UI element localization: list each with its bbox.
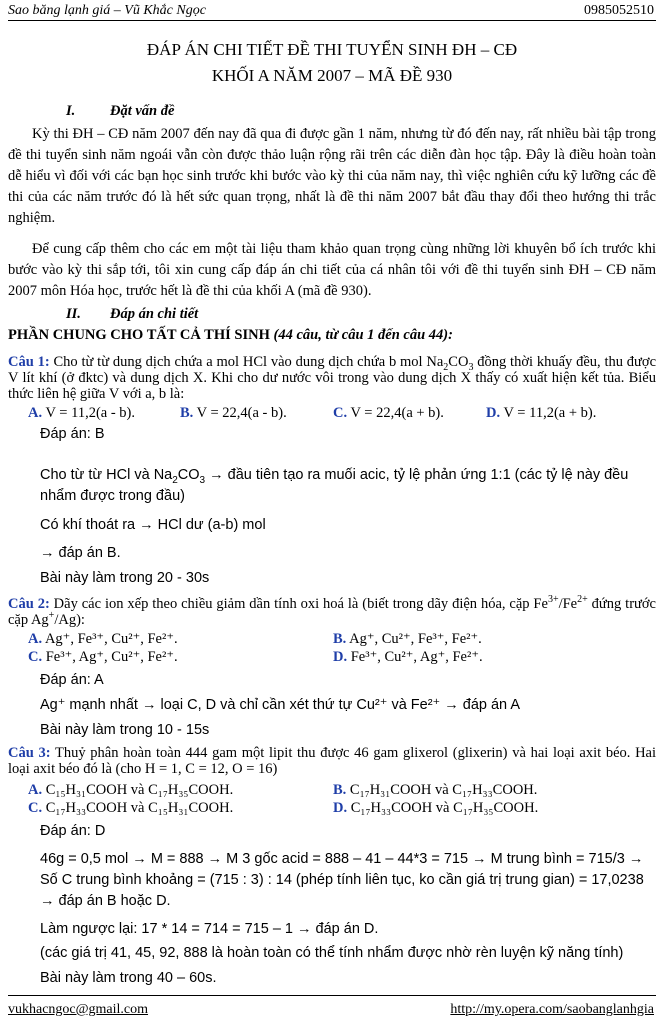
- question-1-stem: [8, 354, 656, 402]
- q1-option-c-text: V = 22,4(a + b).: [347, 405, 444, 421]
- q2-option-c-label: C.: [28, 649, 43, 665]
- q2-sup: 2+: [577, 594, 588, 606]
- common-part-range: (44 câu, từ câu 1 đến câu 44):: [273, 327, 453, 343]
- q1-option-d-label: D.: [486, 405, 501, 421]
- section-1-heading: [66, 103, 174, 120]
- header-author: Sao băng lạnh giá – Vũ Khắc Ngọc: [8, 3, 206, 18]
- q1-option-a-label: A.: [28, 405, 43, 421]
- q3-explanation-2: Làm ngược lại: 17 * 14 = 714 = 715 – 1 → đáp án D.: [40, 921, 379, 937]
- q2-option-a-label: A.: [28, 631, 43, 647]
- q2-stem-part: đứng trước cặp Ag: [8, 596, 656, 628]
- section-2-heading: [66, 306, 198, 323]
- q2-stem-part: Dãy các ion xếp theo chiều giảm dần tính oxi hoá là (biết trong dãy điện hóa, cặp Fe: [49, 596, 548, 612]
- footer-email-link[interactable]: vukhacngoc@gmail.com: [8, 1002, 149, 1017]
- q1-stem-part: CO: [448, 354, 469, 370]
- q1-explanation-1: [40, 465, 652, 507]
- q1-option-b: [180, 405, 287, 422]
- section-2-number: II.: [66, 306, 81, 322]
- q2-option-a: [28, 631, 178, 648]
- doc-title-line2: KHỐI A NĂM 2007 – MÃ ĐỀ 930: [211, 66, 453, 85]
- q1-e1-part: Cho từ từ HCl và Na: [40, 467, 173, 483]
- q1-e1-sub: 2: [172, 474, 178, 486]
- q2-option-b: [333, 631, 482, 648]
- q1-option-d-text: V = 11,2(a + b).: [500, 405, 597, 421]
- q1-option-c-label: C.: [333, 405, 348, 421]
- section-2-title: Đáp án chi tiết: [110, 306, 199, 322]
- q3-option-c-text: C₁₇H₃₃COOH và C₁₅H₃₁COOH.: [45, 800, 234, 816]
- question-3-stem: [8, 745, 656, 777]
- q2-option-d-text: Fe³⁺, Cu²⁺, Ag⁺, Fe²⁺.: [350, 649, 483, 665]
- q3-time: Bài này làm trong 40 – 60s.: [40, 970, 217, 986]
- q3-stem-text: Thuỷ phân hoàn toàn 444 gam một lipit thu được 46 gam glixerol (glixerin) và hai loại axit béo. Hai loại axit béo đó là (cho H = 1, C = 12, O = 16): [8, 745, 657, 777]
- q1-e1-sub: 3: [199, 474, 206, 486]
- header-phone: 0985052510: [584, 3, 654, 18]
- q3-option-a-label: A.: [28, 782, 43, 798]
- q2-time: Bài này làm trong 10 - 15s: [40, 722, 210, 738]
- q3-option-d: [333, 800, 538, 817]
- q2-sup: 3+: [547, 594, 559, 606]
- q1-stem-part: đồng thời khuấy đều, thu được V lít khí (ở đktc) và dung dịch X. Khi cho dư nước vôi trong vào dung dịch X thấy có xuất hiện kết tủa. Biểu thức liên hệ giữa V với a, b là:: [8, 354, 657, 402]
- common-part-title: PHẦN CHUNG CHO TẤT CẢ THÍ SINH: [8, 327, 270, 343]
- section-1-number: I.: [66, 103, 76, 119]
- q3-option-b: [333, 782, 537, 799]
- q2-option-d: [333, 649, 483, 666]
- q3-option-a: [28, 782, 233, 799]
- q3-option-b-text: C₁₇H₃₁COOH và C₁₇H₃₃COOH.: [349, 782, 538, 798]
- q1-option-c: [333, 405, 444, 422]
- q1-option-a: [28, 405, 135, 422]
- q2-option-b-label: B.: [333, 631, 347, 647]
- page-footer: [8, 995, 656, 1022]
- q3-explanation-3: (các giá trị 41, 45, 92, 888 là hoàn toàn có thể tính nhẩm được nhờ rèn luyện kỹ năng tính): [40, 945, 624, 961]
- section-1-title: Đặt vấn đề: [110, 103, 175, 119]
- q3-option-d-label: D.: [333, 800, 348, 816]
- common-part-heading: [8, 327, 453, 344]
- footer-blog-link[interactable]: http://my.opera.com/saobanglanhgia: [450, 1002, 654, 1017]
- q2-stem-part: /Fe: [558, 596, 578, 612]
- q3-option-a-text: C₁₅H₃₁COOH và C₁₇H₃₅COOH.: [45, 782, 234, 798]
- q2-stem-part: /Ag):: [54, 612, 85, 628]
- q1-e1-part: CO: [177, 467, 200, 483]
- q2-sup: +: [48, 610, 55, 622]
- page-header: [8, 2, 656, 21]
- q1-sub: 3: [468, 361, 474, 373]
- q2-option-c: [28, 649, 178, 666]
- q2-option-a-text: Ag⁺, Fe³⁺, Cu²⁺, Fe²⁺.: [44, 631, 178, 647]
- q1-sub: 2: [443, 361, 449, 373]
- q3-answer: Đáp án: D: [40, 823, 106, 839]
- q1-explanation-3: → đáp án B.: [40, 545, 121, 561]
- q1-option-d: [486, 405, 596, 422]
- doc-title-line1: ĐÁP ÁN CHI TIẾT ĐỀ THI TUYỂN SINH ĐH – CĐ: [146, 40, 518, 59]
- intro-paragraph-2: Để cung cấp thêm cho các em một tài liệu tham khảo quan trọng cùng những lời khuyên bổ ích trước khi bước vào kỳ thi sắp tới, tôi xin cung cấp đáp án chi tiết của cá nhân tôi với đề thi tuyển sinh ĐH – CĐ năm 2007 môn Hóa học, trước hết là đề thi của khối A (mã đề 930).: [8, 241, 656, 299]
- q1-option-b-text: V = 22,4(a - b).: [193, 405, 287, 421]
- q3-option-c-label: C.: [28, 800, 43, 816]
- q3-option-b-label: B.: [333, 782, 347, 798]
- intro-paragraph-1: Kỳ thi ĐH – CĐ năm 2007 đến nay đã qua đi được gần 1 năm, nhưng từ đó đến nay, rất nhiều bài tập trong đề thi tuyển sinh năm ngoái vẫn còn được thảo luận rộng rãi trên các diễn đàn học tập. Đây là điều hoàn toàn dễ hiểu vì đối với các bạn học sinh trước khi bước vào kỳ thi của năm nay, thì việc nghiên cứu kỹ lưỡng các đề thi của các năm trước đó là hết sức quan trọng, nhất là đề thi năm 2007 bắt đầu thay đổi theo hướng thi trắc nghiệm.: [8, 126, 656, 226]
- q3-explanation-1: 46g = 0,5 mol → M = 888 → M 3 gốc acid = 888 – 41 – 44*3 = 715 → M trung bình = 715/3 → Số C trung bình khoảng = (715 : 3) : 14 (phép tính liên tục, ko cần giá trị trung gian) = 17,0238 → đáp án B hoặc D.: [40, 851, 644, 909]
- q1-answer: Đáp án: B: [40, 426, 105, 442]
- q3-option-d-text: C₁₇H₃₃COOH và C₁₇H₃₅COOH.: [350, 800, 539, 816]
- q1-e1-part: → đầu tiên tạo ra muối acic, tỷ lệ phản ứng 1:1 (các tỷ lệ này đều nhẩm được trong đầu): [40, 467, 629, 504]
- q2-answer: Đáp án: A: [40, 672, 104, 688]
- q1-stem-part: Cho từ từ dung dịch chứa a mol HCl vào dung dịch chứa b mol Na: [53, 354, 444, 370]
- q1-option-a-text: V = 11,2(a - b).: [42, 405, 135, 421]
- q2-option-b-text: Ag⁺, Cu²⁺, Fe³⁺, Fe²⁺.: [349, 631, 482, 647]
- question-2-label: Câu 2:: [8, 596, 50, 612]
- q2-option-c-text: Fe³⁺, Ag⁺, Cu²⁺, Fe²⁺.: [45, 649, 178, 665]
- q2-explanation-1: Ag⁺ mạnh nhất → loại C, D và chỉ cần xét thứ tự Cu²⁺ và Fe²⁺ → đáp án A: [40, 697, 521, 713]
- q1-time: Bài này làm trong 20 - 30s: [40, 570, 210, 586]
- q3-option-c: [28, 800, 233, 817]
- q2-option-d-label: D.: [333, 649, 348, 665]
- question-1-label: Câu 1:: [8, 354, 50, 370]
- question-2-stem: [8, 596, 656, 628]
- q1-explanation-2: Có khí thoát ra → HCl dư (a-b) mol: [40, 517, 266, 533]
- question-3-label: Câu 3:: [8, 745, 51, 761]
- q1-option-b-label: B.: [180, 405, 194, 421]
